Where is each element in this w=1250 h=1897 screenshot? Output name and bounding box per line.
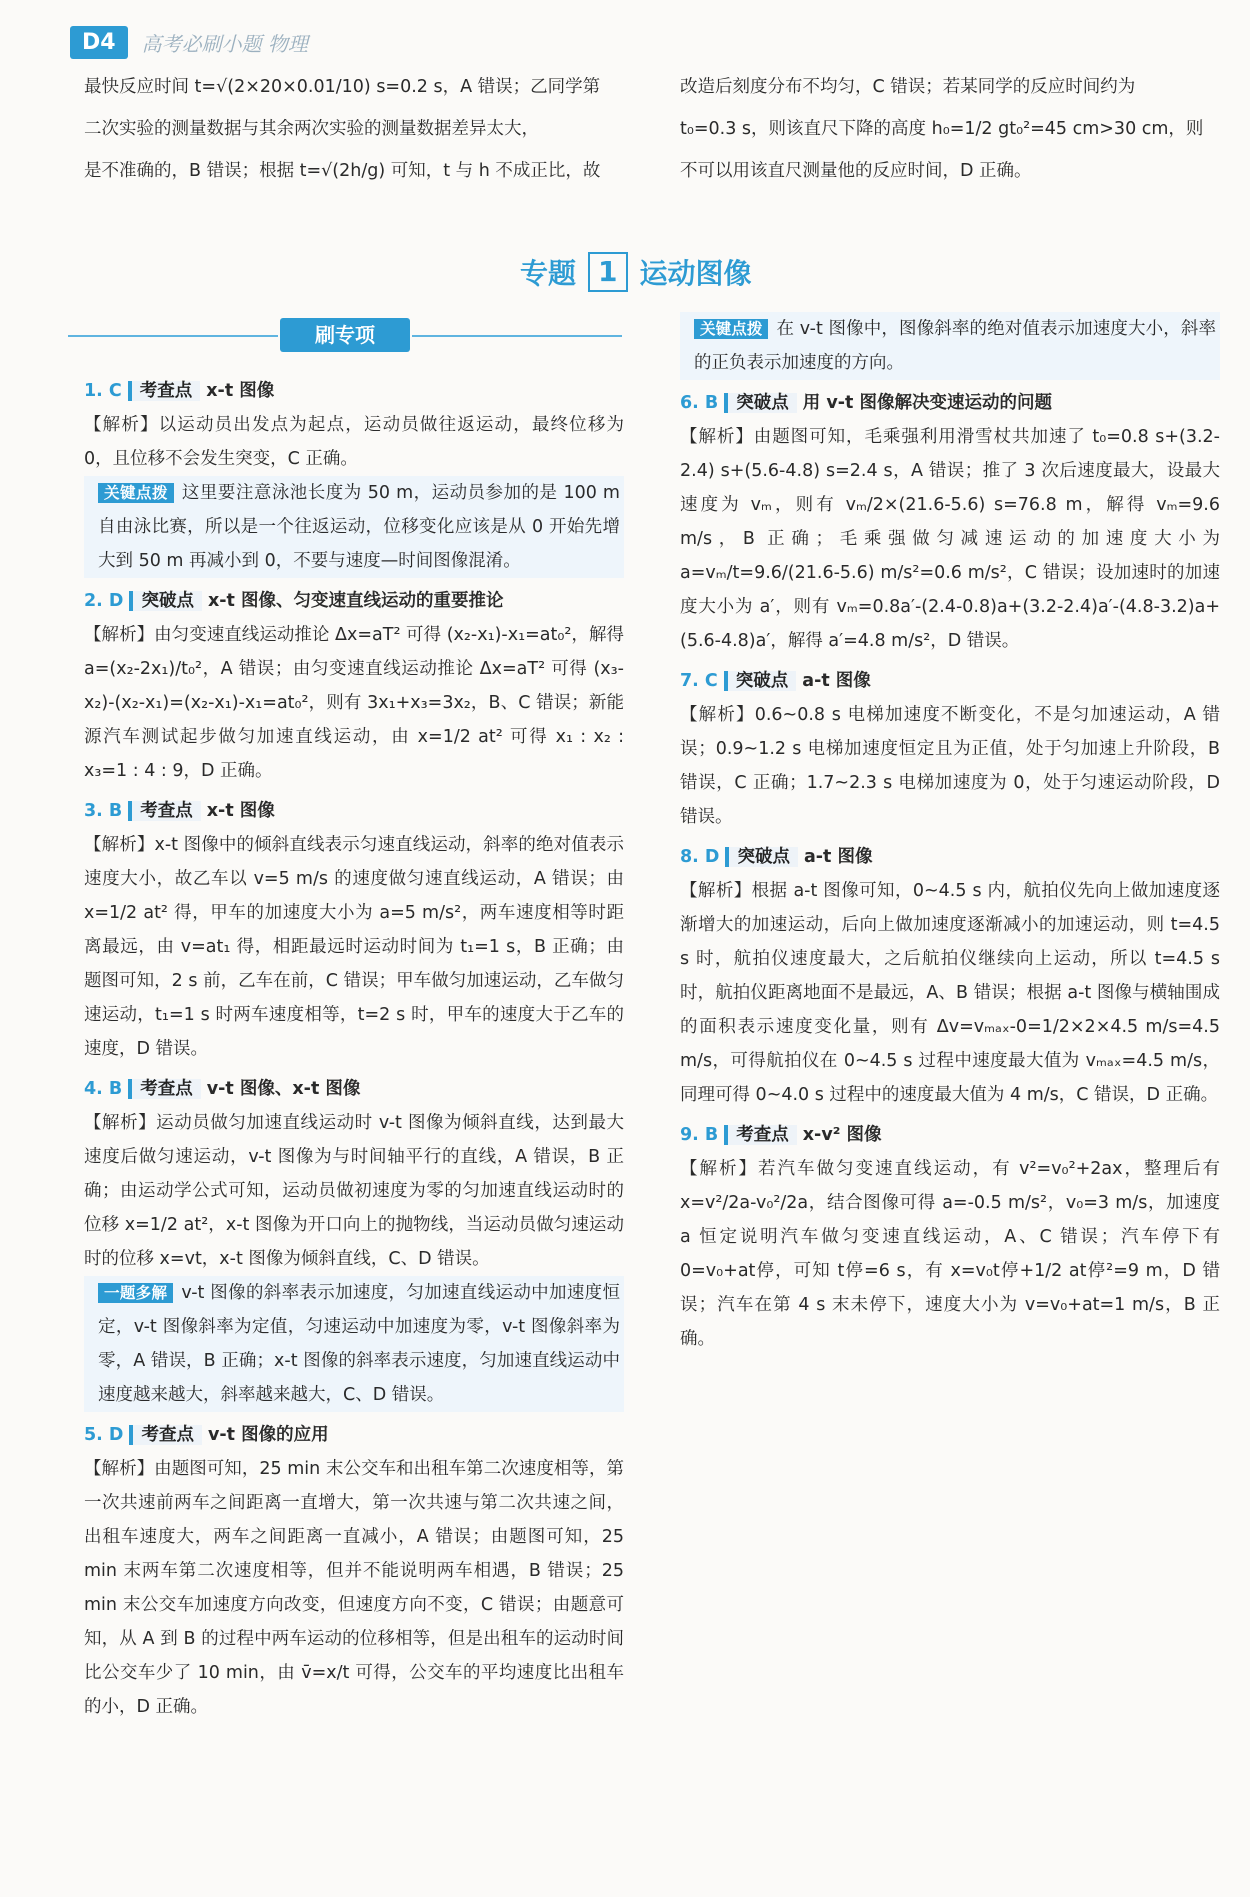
question-7: 7. C 突破点 a-t 图像 【解析】0.6~0.8 s 电梯加速度不断变化，不是匀加速运动，A 错误；0.9~1.2 s 电梯加速度恒定且为正值，处于匀加速上升阶段，B 错误，C 正确；1.7~2.3 s 电梯加速度为 0，处于匀速运动阶段，D 错误。 bbox=[680, 671, 1220, 827]
question-5: 5. D 考查点 v-t 图像的应用 【解析】由题图可知，25 min 末公交车和出租车第二次速度相等，第一次共速前两车之间距离一直增大，第一次共速与第二次共速之间，出租车速度大，两车之间距离一直减小，A 错误；由题图可知，25 min 末两车第二次速度相等，但并不能说明两车相遇，B 错误；25 min 末公交车加速度方向改变，但速度方向不变，C 错误；由题意可知，从 A 到 B 的过程中两车运动的位移相等，但是出租车的运动时间比公交车少了 10 min，由 v̄=x/t 可得，公交车的平均速度比出租车的小，D 正确。 bbox=[84, 1425, 624, 1717]
top-left-continuation: 最快反应时间 t=√(2×20×0.01/10) s=0.2 s，A 错误；乙同学第 二次实验的测量数据与其余两次实验的测量数据差异太大， 是不准确的，B 错误；根据 t=√(2h/g) 可知，t 与 h 不成正比，故 bbox=[84, 77, 601, 181]
question-9: 9. B 考查点 x-v² 图像 【解析】若汽车做匀变速直线运动，有 v²=v₀²+2ax，整理后有 x=v²/2a-v₀²/2a，结合图像可得 a=-0.5 m/s²，v₀=3 m/s，加速度 a 恒定说明汽车做匀变速直线运动，A、C 错误；汽车停下有 0=v₀+at停，可知 t停=6 s，有 x=v₀t停+1/2 at停²=9 m，D 错误；汽车在第 4 s 末未停下，速度大小为 v=v₀+at=1 m/s，B 正确。 bbox=[680, 1125, 1220, 1349]
book-title: 高考必刷小题 物理 bbox=[141, 31, 308, 56]
question-2: 2. D 突破点 x-t 图像、匀变速直线运动的重要推论 【解析】由匀变速直线运动推论 Δx=aT² 可得 (x₂-x₁)-x₁=at₀²，解得 a=(x₂-2x₁)/t₀²，A 错误；由匀变速直线运动推论 Δx=aT² 可得 (x₃-x₂)-(x₂-x₁)=(x₂-x₁)-x₁=at₀²，则有 3x₁+x₃=3x₂，B、C 错误；新能源汽车测试起步做匀加速直线运动，由 x=1/2 at² 可得 x₁ : x₂ : x₃=1 : 4 : 9，D 正确。 bbox=[84, 591, 624, 781]
banner-label: 刷专项 bbox=[280, 318, 410, 352]
question-4: 4. B 考查点 v-t 图像、x-t 图像 【解析】运动员做匀加速直线运动时 v-t 图像为倾斜直线，达到最大速度后做匀速运动，v-t 图像为与时间轴平行的直线，A 错误，B 正确；由运动学公式可知，运动员做初速度为零的匀加速直线运动时的位移 x=1/2 at²，x-t 图像为开口向上的抛物线，当运动员做匀速运动时的位移 x=vt，x-t 图像为倾斜直线，C、D 错误。 一题多解 v-t 图像的斜率表示加速度，匀加速直线运动中加速度恒定，v-t 图像斜率为定值，匀速运动中加速度为零，v-t 图像斜率为零，A 错误，B 正确；x-t 图像的斜率表示速度，匀加速直线运动中速度越来越大，斜率越来越大，C、D 错误。 bbox=[84, 1072, 624, 1412]
right-column bbox=[680, 312, 1220, 1356]
page-number: D4 bbox=[70, 26, 128, 59]
topic-title: 专题 1 运动图像 bbox=[520, 247, 752, 297]
left-column bbox=[84, 368, 624, 1724]
question-5-note: 关键点拨 在 v-t 图像中，图像斜率的绝对值表示加速度大小，斜率的正负表示加速度的方向。 bbox=[680, 312, 1220, 380]
question-6: 6. B 突破点 用 v-t 图像解决变速运动的问题 【解析】由题图可知，毛乘强利用滑雪杖共加速了 t₀=0.8 s+(3.2-2.4) s+(5.6-4.8) s=2.4 s，A 错误；推了 3 次后速度最大，设最大速度为 vₘ，则有 vₘ/2×(21.6-5.6) s=76.8 m，解得 vₘ=9.6 m/s，B 正确；毛乘强做匀减速运动的加速度大小为 a=vₘ/t=9.6/(21.6-5.6) m/s²=0.6 m/s²，C 错误；设加速时的加速度大小为 a′，则有 vₘ=0.8a′-(2.4-0.8)a+(3.2-2.4)a′-(4.8-3.2)a+(5.6-4.8)a′，解得 a′=4.8 m/s²，D 错误。 bbox=[680, 393, 1220, 651]
section-banner bbox=[68, 318, 622, 354]
question-8: 8. D 突破点 a-t 图像 【解析】根据 a-t 图像可知，0~4.5 s 内，航拍仪先向上做加速度逐渐增大的加速运动，后向上做加速度逐渐减小的加速运动，则 t=4.5 s 时，航拍仪速度最大，之后航拍仪继续向上运动，所以 t=4.5 s 时，航拍仪距离地面不是最远，A、B 错误；根据 a-t 图像与横轴围成的面积表示速度变化量，则有 Δv=vₘₐₓ-0=1/2×2×4.5 m/s=4.5 m/s，可得航拍仪在 0~4.5 s 过程中速度最大值为 vₘₐₓ=4.5 m/s，同理可得 0~4.0 s 过程中的速度最大值为 4 m/s，C 错误，D 正确。 bbox=[680, 847, 1220, 1105]
page-header bbox=[70, 22, 308, 62]
topic-number: 1 bbox=[588, 252, 627, 292]
top-right-continuation: 改造后刻度分布不均匀，C 错误；若某同学的反应时间约为 t₀=0.3 s，则该直尺下降的高度 h₀=1/2 gt₀²=45 cm>30 cm，则 不可以用该直尺测量他的反应时间，D 正确。 bbox=[680, 77, 1204, 181]
question-1: 1. C 考查点 x-t 图像 【解析】以运动员出发点为起点，运动员做往返运动，最终位移为 0，且位移不会发生突变，C 正确。 关键点拨 这里要注意泳池长度为 50 m，运动员参加的是 100 m 自由泳比赛，所以是一个往返运动，位移变化应该是从 0 开始先增大到 50 m 再减小到 0，不要与速度—时间图像混淆。 bbox=[84, 374, 624, 578]
question-3: 3. B 考查点 x-t 图像 【解析】x-t 图像中的倾斜直线表示匀速直线运动，斜率的绝对值表示速度大小，故乙车以 v=5 m/s 的速度做匀速直线运动，A 错误；由 x=1/2 at² 得，甲车的加速度大小为 a=5 m/s²，两车速度相等时距离最远，由 v=at₁ 得，相距最远时运动时间为 t₁=1 s，B 正确；由题图可知，2 s 前，乙车在前，C 错误；甲车做匀加速运动，乙车做匀速运动，t₁=1 s 时两车速度相等，t=2 s 时，甲车的速度大于乙车的速度，D 错误。 bbox=[84, 801, 624, 1059]
